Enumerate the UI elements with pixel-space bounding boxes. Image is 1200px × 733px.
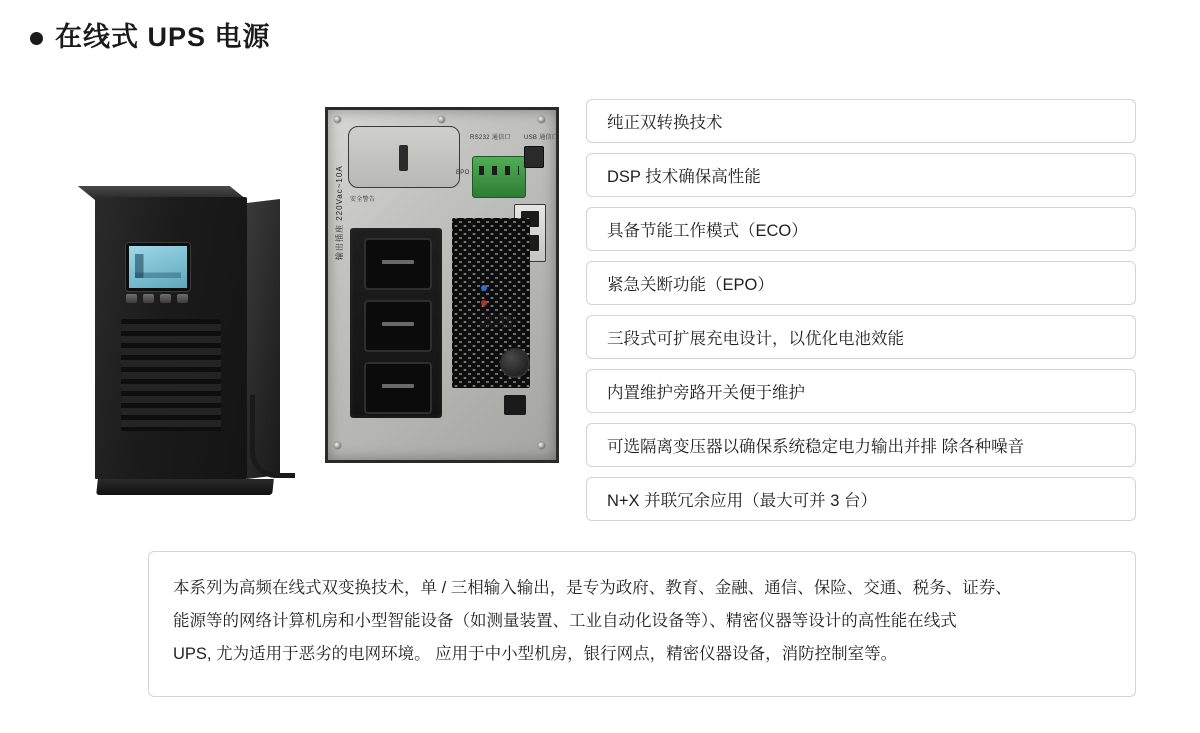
bullet-dot-icon (30, 32, 43, 45)
tower-button-1 (126, 294, 137, 303)
feature-item: 三段式可扩展充电设计，以优化电池效能 (586, 315, 1136, 359)
circuit-breaker-knob (500, 348, 530, 378)
tower-front-face (95, 197, 247, 479)
screw-icon (334, 442, 341, 449)
tower-vent-grille (121, 319, 221, 431)
rear-label-rs232: RS232 通信口 (470, 135, 511, 141)
screw-icon (538, 116, 545, 123)
rear-label-warning: 安全警告 (350, 197, 376, 203)
feature-item: 可选隔离变压器以确保系统稳定电力输出并排 除各种噪音 (586, 423, 1136, 467)
screw-icon (438, 116, 445, 123)
tower-button-4 (177, 294, 188, 303)
indicator-dot-blue-icon (481, 285, 487, 291)
feature-item: 纯正双转换技术 (586, 99, 1136, 143)
output-socket-block (350, 228, 442, 418)
feature-item: 紧急关断功能（EPO） (586, 261, 1136, 305)
indicator-dot-red-icon (481, 300, 487, 306)
rear-label-output: 输出插座 220Vac~10A (335, 165, 344, 260)
rear-label-input-2: INPUT 30A (480, 324, 513, 330)
output-socket (364, 362, 432, 414)
tower-lcd-display (126, 243, 190, 291)
screw-icon (538, 442, 545, 449)
page-title-text: 在线式 UPS 电源 (55, 22, 271, 52)
feature-item: DSP 技术确保高性能 (586, 153, 1136, 197)
ups-rear-panel (325, 107, 559, 463)
tower-button-row (126, 294, 188, 303)
rear-label-input-1: 三相交流输入 (480, 317, 518, 323)
tower-button-2 (143, 294, 154, 303)
rear-label-usb: USB 通信口 (524, 135, 559, 141)
feature-list (586, 99, 1136, 531)
product-image (60, 95, 560, 515)
rear-label-epo: EPO (456, 170, 470, 176)
rear-top-shield (348, 126, 460, 188)
description-line: UPS, 尤为适用于恶劣的电网环境。 应用于中小型机房，银行网点，精密仪器设备，消防控制室等。 (173, 645, 898, 663)
description-line: 能源等的网络计算机房和小型智能设备（如测量装置、工业自动化设备等）、精密仪器等设计的高性能在线式 (173, 612, 957, 630)
usb-port (524, 146, 544, 168)
power-input-connector (504, 395, 526, 415)
output-socket (364, 300, 432, 352)
tower-base (96, 479, 274, 495)
feature-item: 内置维护旁路开关便于维护 (586, 369, 1136, 413)
power-cord (250, 395, 295, 478)
description-line: 本系列为高频在线式双变换技术，单 / 三相输入输出，是专为政府、教育、金融、通信、保险、交通、税务、证券、 (173, 579, 1012, 597)
screw-icon (334, 116, 341, 123)
epo-terminal-block (472, 156, 526, 198)
page-title (30, 24, 271, 51)
output-socket (364, 238, 432, 290)
feature-item: N+X 并联冗余应用（最大可并 3 台） (586, 477, 1136, 521)
tower-button-3 (160, 294, 171, 303)
description-box (148, 551, 1136, 697)
feature-item: 具备节能工作模式（ECO） (586, 207, 1136, 251)
